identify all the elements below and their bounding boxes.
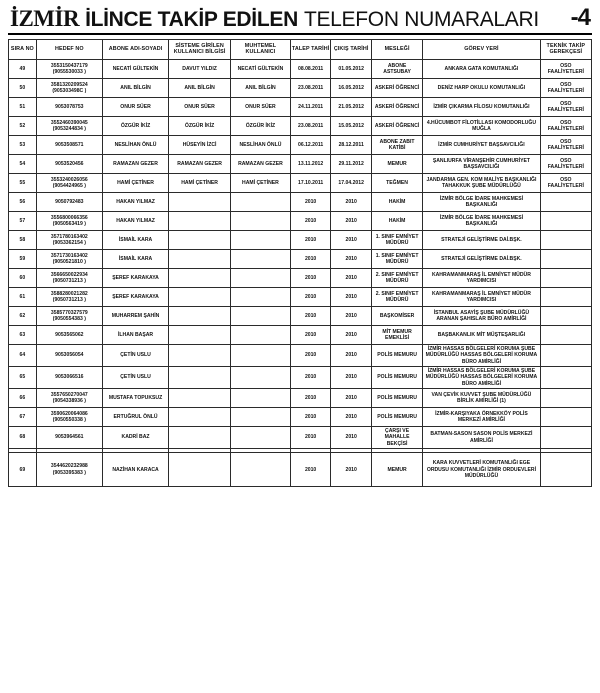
cell-sisteme-girilen-kullanici bbox=[169, 389, 231, 408]
cell-hedef-no bbox=[36, 173, 102, 192]
cell-meslegi: BAŞKOMİSER bbox=[371, 306, 422, 325]
cell-sisteme-girilen-kullanici bbox=[169, 408, 231, 427]
cell-talep-tarihi: 2010 bbox=[290, 389, 331, 408]
cell-sisteme-girilen-kullanici: DAVUT YILDIZ bbox=[169, 59, 231, 78]
cell-gorev-yeri: DENİZ HARP OKULU KOMUTANLIĞI bbox=[423, 78, 540, 97]
cell-sisteme-girilen-kullanici bbox=[169, 344, 231, 366]
table-header bbox=[9, 40, 592, 60]
table-row bbox=[9, 287, 592, 306]
cell-gorev-yeri: KARA KUVVETLERİ KOMUTANLIĞI EGE ORDUSU KOMUTANLIĞI İZMİR ORDUEVLERİ MÜDÜRLÜĞÜ bbox=[423, 453, 540, 487]
cell-teknik-takip-gerekcesi: OSO FAALİYETLERİ bbox=[540, 78, 591, 97]
cell-hedef-no bbox=[36, 192, 102, 211]
cell-talep-tarihi: 08.08.2011 bbox=[290, 59, 331, 78]
table-body bbox=[9, 59, 592, 486]
col-meslegi: MESLEĞİ bbox=[371, 40, 422, 60]
cell-sira-no: 69 bbox=[9, 453, 37, 487]
cell-sisteme-girilen-kullanici: HAMİ ÇETİNER bbox=[169, 173, 231, 192]
cell-abone-adi-soyadi: ŞEREF KARAKAYA bbox=[102, 287, 168, 306]
cell-meslegi: POLİS MEMURU bbox=[371, 367, 422, 389]
cell-sisteme-girilen-kullanici bbox=[169, 306, 231, 325]
cell-sira-no: 54 bbox=[9, 154, 37, 173]
cell-sira-no: 67 bbox=[9, 408, 37, 427]
hedef-no-primary: 9053066516 bbox=[55, 374, 84, 381]
cell-talep-tarihi: 13.11.2012 bbox=[290, 154, 331, 173]
table-row bbox=[9, 249, 592, 268]
table-row bbox=[9, 173, 592, 192]
cell-hedef-no bbox=[36, 344, 102, 366]
cell-meslegi: POLİS MEMURU bbox=[371, 389, 422, 408]
cell-sira-no: 65 bbox=[9, 367, 37, 389]
cell-muhtemel-kullanici bbox=[231, 344, 291, 366]
cell-abone-adi-soyadi: MUSTAFA TOPUKSUZ bbox=[102, 389, 168, 408]
cell-muhtemel-kullanici: RAMAZAN GEZER bbox=[231, 154, 291, 173]
hedef-no-primary: 9053056054 bbox=[55, 352, 84, 359]
cell-gorev-yeri: STRATEJİ GELİŞTİRME DAİ.BŞK. bbox=[423, 249, 540, 268]
cell-talep-tarihi: 2010 bbox=[290, 408, 331, 427]
cell-hedef-no bbox=[36, 249, 102, 268]
title-province: İZMİR bbox=[10, 6, 80, 31]
cell-abone-adi-soyadi: HAKAN YILMAZ bbox=[102, 192, 168, 211]
table-row bbox=[9, 408, 592, 427]
cell-sisteme-girilen-kullanici: ONUR SÜER bbox=[169, 97, 231, 116]
cell-abone-adi-soyadi: ÇETİN USLU bbox=[102, 344, 168, 366]
cell-sisteme-girilen-kullanici: ÖZGÜR İKİZ bbox=[169, 116, 231, 135]
cell-cikis-tarihi: 2010 bbox=[331, 408, 372, 427]
cell-meslegi: ABONE ASTSUBAY bbox=[371, 59, 422, 78]
cell-hedef-no bbox=[36, 325, 102, 344]
hedef-no-primary: 3556800066356 bbox=[50, 214, 88, 221]
cell-teknik-takip-gerekcesi bbox=[540, 344, 591, 366]
title-page-number: -4 bbox=[570, 4, 590, 31]
cell-hedef-no bbox=[36, 78, 102, 97]
cell-gorev-yeri: İZMİR ÇIKARMA FİLOSU KOMUTANLIĞI bbox=[423, 97, 540, 116]
phone-numbers-table bbox=[8, 39, 592, 487]
hedef-no-secondary: (9050731213 ) bbox=[52, 277, 86, 284]
cell-muhtemel-kullanici bbox=[231, 192, 291, 211]
cell-muhtemel-kullanici: ÖZGÜR İKİZ bbox=[231, 116, 291, 135]
cell-muhtemel-kullanici: NECATİ GÜLTEKİN bbox=[231, 59, 291, 78]
col-sisteme-girilen-kullanici-bilgisi: SİSTEME GİRİLEN KULLANICI BİLGİSİ bbox=[169, 40, 231, 60]
cell-teknik-takip-gerekcesi: OSO FAALİYETLERİ bbox=[540, 59, 591, 78]
cell-sisteme-girilen-kullanici bbox=[169, 268, 231, 287]
cell-sisteme-girilen-kullanici bbox=[169, 453, 231, 487]
cell-gorev-yeri: İZMİR HASSAS BÖLGELERİ KORUMA ŞUBE MÜDÜRLÜĞÜ HASSAS BÖLGELERİ KORUMA BÜRO AMİRLİĞİ bbox=[423, 367, 540, 389]
cell-hedef-no bbox=[36, 116, 102, 135]
cell-abone-adi-soyadi: HAKAN YILMAZ bbox=[102, 211, 168, 230]
cell-cikis-tarihi: 2010 bbox=[331, 268, 372, 287]
cell-cikis-tarihi: 2010 bbox=[331, 453, 372, 487]
cell-teknik-takip-gerekcesi bbox=[540, 287, 591, 306]
cell-cikis-tarihi: 16.05.2012 bbox=[331, 78, 372, 97]
cell-cikis-tarihi: 2010 bbox=[331, 306, 372, 325]
cell-talep-tarihi: 2010 bbox=[290, 325, 331, 344]
cell-gorev-yeri: KAHRAMANMARAŞ İL EMNİYET MÜDÜR YARDIMCISI bbox=[423, 268, 540, 287]
cell-teknik-takip-gerekcesi: OSO FAALİYETLERİ bbox=[540, 154, 591, 173]
hedef-no-secondary: (9054338936 ) bbox=[52, 398, 86, 405]
hedef-no-secondary: (9054424965 ) bbox=[52, 182, 86, 189]
cell-talep-tarihi: 2010 bbox=[290, 287, 331, 306]
cell-sira-no: 56 bbox=[9, 192, 37, 211]
cell-sisteme-girilen-kullanici bbox=[169, 287, 231, 306]
cell-gorev-yeri: STRATEJİ GELİŞTİRME DAİ.BŞK. bbox=[423, 230, 540, 249]
cell-abone-adi-soyadi: ANIL BİLGİN bbox=[102, 78, 168, 97]
cell-teknik-takip-gerekcesi bbox=[540, 249, 591, 268]
table-row bbox=[9, 116, 592, 135]
cell-abone-adi-soyadi: ÖZGÜR İKİZ bbox=[102, 116, 168, 135]
hedef-no-primary: 3571730163402 bbox=[50, 252, 88, 259]
cell-sisteme-girilen-kullanici: RAMAZAN GEZER bbox=[169, 154, 231, 173]
cell-sira-no: 57 bbox=[9, 211, 37, 230]
cell-cikis-tarihi: 2010 bbox=[331, 344, 372, 366]
cell-hedef-no bbox=[36, 97, 102, 116]
cell-muhtemel-kullanici bbox=[231, 408, 291, 427]
cell-hedef-no bbox=[36, 453, 102, 487]
cell-cikis-tarihi: 2010 bbox=[331, 192, 372, 211]
cell-sira-no: 55 bbox=[9, 173, 37, 192]
hedef-no-secondary: (9050550338 ) bbox=[52, 417, 86, 424]
hedef-no-primary: 3553240026056 bbox=[50, 176, 88, 183]
hedef-no-primary: 9053964561 bbox=[55, 434, 84, 441]
table-row bbox=[9, 97, 592, 116]
cell-gorev-yeri: ŞANLIURFA VİRANŞEHİR CUMHURİYET BAŞSAVCILIĞI bbox=[423, 154, 540, 173]
cell-cikis-tarihi: 2010 bbox=[331, 367, 372, 389]
table-row bbox=[9, 78, 592, 97]
cell-gorev-yeri: İSTANBUL ASAYİŞ ŞUBE MÜDÜRLÜĞÜ ARANAN ŞAHISLAR BÜRO AMİRLİĞİ bbox=[423, 306, 540, 325]
cell-hedef-no bbox=[36, 135, 102, 154]
cell-abone-adi-soyadi: ONUR SÜER bbox=[102, 97, 168, 116]
cell-abone-adi-soyadi: NESLİHAN ÖNLÜ bbox=[102, 135, 168, 154]
cell-meslegi: 2. SINIF EMNİYET MÜDÜRÜ bbox=[371, 268, 422, 287]
cell-teknik-takip-gerekcesi: OSO FAALİYETLERİ bbox=[540, 97, 591, 116]
cell-cikis-tarihi: 01.05.2012 bbox=[331, 59, 372, 78]
cell-cikis-tarihi: 2010 bbox=[331, 389, 372, 408]
cell-abone-adi-soyadi: İSMAİL KARA bbox=[102, 230, 168, 249]
cell-sisteme-girilen-kullanici bbox=[169, 427, 231, 449]
cell-muhtemel-kullanici bbox=[231, 249, 291, 268]
cell-teknik-takip-gerekcesi bbox=[540, 367, 591, 389]
cell-muhtemel-kullanici bbox=[231, 325, 291, 344]
cell-teknik-takip-gerekcesi bbox=[540, 408, 591, 427]
table-row bbox=[9, 389, 592, 408]
cell-sira-no: 61 bbox=[9, 287, 37, 306]
cell-hedef-no bbox=[36, 287, 102, 306]
cell-talep-tarihi: 2010 bbox=[290, 249, 331, 268]
col-muhtemel-kullanici: MUHTEMEL KULLANICI bbox=[231, 40, 291, 60]
table-row bbox=[9, 427, 592, 449]
hedef-no-primary: 3557650270047 bbox=[50, 391, 88, 398]
cell-meslegi: ASKERİ ÖĞRENCİ bbox=[371, 97, 422, 116]
hedef-no-secondary: (9053395383 ) bbox=[52, 469, 86, 476]
cell-talep-tarihi: 2010 bbox=[290, 268, 331, 287]
cell-sisteme-girilen-kullanici bbox=[169, 249, 231, 268]
table-row bbox=[9, 367, 592, 389]
hedef-no-secondary: (9050563419 ) bbox=[52, 220, 86, 227]
cell-teknik-takip-gerekcesi bbox=[540, 268, 591, 287]
cell-cikis-tarihi: 2010 bbox=[331, 325, 372, 344]
cell-muhtemel-kullanici: HAMİ ÇETİNER bbox=[231, 173, 291, 192]
cell-hedef-no bbox=[36, 408, 102, 427]
cell-meslegi: POLİS MEMURU bbox=[371, 408, 422, 427]
cell-hedef-no bbox=[36, 154, 102, 173]
cell-cikis-tarihi: 2010 bbox=[331, 211, 372, 230]
cell-gorev-yeri: BATMAN-SASON SASON POLİS MERKEZİ AMİRLİĞİ bbox=[423, 427, 540, 449]
cell-abone-adi-soyadi: HAMİ ÇETİNER bbox=[102, 173, 168, 192]
cell-hedef-no bbox=[36, 230, 102, 249]
cell-meslegi: MİT MEMUR EMEKLİSİ bbox=[371, 325, 422, 344]
cell-meslegi: HAKİM bbox=[371, 192, 422, 211]
cell-hedef-no bbox=[36, 59, 102, 78]
cell-cikis-tarihi: 17.04.2012 bbox=[331, 173, 372, 192]
cell-sira-no: 49 bbox=[9, 59, 37, 78]
cell-teknik-takip-gerekcesi bbox=[540, 325, 591, 344]
col-cikis-tarihi: ÇIKIŞ TARİHİ bbox=[331, 40, 372, 60]
cell-gorev-yeri: İZMİR BÖLGE İDARE MAHKEMESİ BAŞKANLIĞI bbox=[423, 211, 540, 230]
cell-talep-tarihi: 2010 bbox=[290, 453, 331, 487]
hedef-no-primary: 9050792483 bbox=[55, 198, 84, 205]
cell-teknik-takip-gerekcesi bbox=[540, 192, 591, 211]
cell-teknik-takip-gerekcesi bbox=[540, 427, 591, 449]
cell-muhtemel-kullanici bbox=[231, 427, 291, 449]
cell-muhtemel-kullanici bbox=[231, 268, 291, 287]
cell-teknik-takip-gerekcesi bbox=[540, 306, 591, 325]
table-row bbox=[9, 268, 592, 287]
cell-sisteme-girilen-kullanici bbox=[169, 367, 231, 389]
table-row bbox=[9, 453, 592, 487]
table-row bbox=[9, 325, 592, 344]
cell-talep-tarihi: 23.08.2011 bbox=[290, 78, 331, 97]
cell-talep-tarihi: 06.12.2011 bbox=[290, 135, 331, 154]
cell-teknik-takip-gerekcesi bbox=[540, 453, 591, 487]
col-sira-no: SIRA NO bbox=[9, 40, 37, 60]
cell-gorev-yeri: 4.HÜCUMBOT FİLOTİLLASI KOMODORLUĞU MUĞLA bbox=[423, 116, 540, 135]
hedef-no-primary: 9053078753 bbox=[55, 103, 84, 110]
col-abone-adi-soyadi: ABONE ADI-SOYADI bbox=[102, 40, 168, 60]
hedef-no-secondary: (9050554383 ) bbox=[52, 315, 86, 322]
hedef-no-primary: 3581320209524 bbox=[50, 81, 88, 88]
col-gorev-yeri: GÖREV YERİ bbox=[423, 40, 540, 60]
table-row bbox=[9, 230, 592, 249]
cell-meslegi: ASKERİ ÖĞRENCİ bbox=[371, 116, 422, 135]
cell-sira-no: 59 bbox=[9, 249, 37, 268]
hedef-no-secondary: (9053362154 ) bbox=[52, 239, 86, 246]
cell-meslegi: POLİS MEMURU bbox=[371, 344, 422, 366]
cell-cikis-tarihi: 2010 bbox=[331, 427, 372, 449]
cell-cikis-tarihi: 2010 bbox=[331, 287, 372, 306]
cell-muhtemel-kullanici: ANIL BİLGİN bbox=[231, 78, 291, 97]
cell-muhtemel-kullanici bbox=[231, 230, 291, 249]
cell-teknik-takip-gerekcesi: OSO FAALİYETLERİ bbox=[540, 116, 591, 135]
hedef-no-primary: 3588280021282 bbox=[50, 290, 88, 297]
cell-gorev-yeri: BAŞBAKANLIK MİT MÜŞTEŞARLIĞI bbox=[423, 325, 540, 344]
hedef-no-primary: 9053508571 bbox=[55, 141, 84, 148]
cell-sira-no: 62 bbox=[9, 306, 37, 325]
hedef-no-primary: 9053565062 bbox=[55, 331, 84, 338]
hedef-no-secondary: (9055530033 ) bbox=[52, 68, 86, 75]
hedef-no-primary: 3552460390045 bbox=[50, 119, 88, 126]
cell-muhtemel-kullanici bbox=[231, 211, 291, 230]
cell-abone-adi-soyadi: MUHARREM ŞAHİN bbox=[102, 306, 168, 325]
cell-cikis-tarihi: 15.05.2012 bbox=[331, 116, 372, 135]
col-talep-tarihi: TALEP TARİHİ bbox=[290, 40, 331, 60]
hedef-no-secondary: (9053244834 ) bbox=[52, 125, 86, 132]
cell-abone-adi-soyadi: NAZİHAN KARACA bbox=[102, 453, 168, 487]
cell-hedef-no bbox=[36, 389, 102, 408]
cell-talep-tarihi: 2010 bbox=[290, 367, 331, 389]
hedef-no-primary: 3571780163402 bbox=[50, 233, 88, 240]
table-header-row bbox=[9, 40, 592, 60]
cell-talep-tarihi: 2010 bbox=[290, 211, 331, 230]
cell-abone-adi-soyadi: ŞEREF KARAKAYA bbox=[102, 268, 168, 287]
hedef-no-primary: 3566650022934 bbox=[50, 271, 88, 278]
cell-sisteme-girilen-kullanici bbox=[169, 192, 231, 211]
hedef-no-primary: 3553150437179 bbox=[50, 62, 88, 69]
table-row bbox=[9, 306, 592, 325]
cell-sira-no: 60 bbox=[9, 268, 37, 287]
cell-meslegi: ÇARŞI VE MAHALLE BEKÇİSİ bbox=[371, 427, 422, 449]
cell-muhtemel-kullanici: ONUR SÜER bbox=[231, 97, 291, 116]
cell-hedef-no bbox=[36, 306, 102, 325]
cell-meslegi: MEMUR bbox=[371, 154, 422, 173]
cell-cikis-tarihi: 21.05.2012 bbox=[331, 97, 372, 116]
cell-hedef-no bbox=[36, 211, 102, 230]
hedef-no-secondary: (905303498C ) bbox=[52, 87, 87, 94]
cell-sira-no: 58 bbox=[9, 230, 37, 249]
cell-sisteme-girilen-kullanici bbox=[169, 211, 231, 230]
cell-talep-tarihi: 23.08.2011 bbox=[290, 116, 331, 135]
table-row bbox=[9, 154, 592, 173]
cell-cikis-tarihi: 28.12.2011 bbox=[331, 135, 372, 154]
cell-gorev-yeri: İZMİR HASSAS BÖLGELERİ KORUMA ŞUBE MÜDÜRLÜĞÜ HASSAS BÖLGELERİ KORUMA BÜRO AMİRLİĞİ bbox=[423, 344, 540, 366]
cell-teknik-takip-gerekcesi bbox=[540, 389, 591, 408]
table-row bbox=[9, 135, 592, 154]
cell-abone-adi-soyadi: ÇETİN USLU bbox=[102, 367, 168, 389]
cell-meslegi: HAKİM bbox=[371, 211, 422, 230]
cell-sira-no: 63 bbox=[9, 325, 37, 344]
page-title bbox=[8, 6, 592, 35]
cell-cikis-tarihi: 29.11.2012 bbox=[331, 154, 372, 173]
cell-cikis-tarihi: 2010 bbox=[331, 230, 372, 249]
table-row bbox=[9, 59, 592, 78]
cell-sisteme-girilen-kullanici bbox=[169, 325, 231, 344]
col-teknik-takip-gerekcesi: TEKNİK TAKİP GEREKÇESİ bbox=[540, 40, 591, 60]
cell-abone-adi-soyadi: İSMAİL KARA bbox=[102, 249, 168, 268]
hedef-no-primary: 3590620064086 bbox=[50, 410, 88, 417]
cell-talep-tarihi: 2010 bbox=[290, 192, 331, 211]
cell-abone-adi-soyadi: ERTUĞRUL ÖNLÜ bbox=[102, 408, 168, 427]
cell-meslegi: ABONE ZABIT KATİBİ bbox=[371, 135, 422, 154]
cell-teknik-takip-gerekcesi bbox=[540, 211, 591, 230]
cell-muhtemel-kullanici bbox=[231, 389, 291, 408]
cell-talep-tarihi: 2010 bbox=[290, 230, 331, 249]
cell-talep-tarihi: 24.11.2011 bbox=[290, 97, 331, 116]
cell-hedef-no bbox=[36, 268, 102, 287]
cell-meslegi: 1. SINIF EMNİYET MÜDÜRÜ bbox=[371, 249, 422, 268]
cell-abone-adi-soyadi: İLHAN BAŞAR bbox=[102, 325, 168, 344]
cell-meslegi: 1. SINIF EMNİYET MÜDÜRÜ bbox=[371, 230, 422, 249]
hedef-no-primary: 3544620232988 bbox=[50, 463, 88, 470]
hedef-no-primary: 3585770327579 bbox=[50, 309, 88, 316]
cell-sira-no: 50 bbox=[9, 78, 37, 97]
title-middle: İLİNCE TAKİP EDİLEN bbox=[85, 8, 298, 31]
cell-gorev-yeri: İZMİR-KARŞIYAKA ÖRNEKKÖY POLİS MERKEZİ AMİRLİĞİ bbox=[423, 408, 540, 427]
cell-muhtemel-kullanici bbox=[231, 367, 291, 389]
cell-abone-adi-soyadi: KADRİ BAZ bbox=[102, 427, 168, 449]
cell-talep-tarihi: 2010 bbox=[290, 306, 331, 325]
cell-sira-no: 53 bbox=[9, 135, 37, 154]
cell-sira-no: 68 bbox=[9, 427, 37, 449]
cell-teknik-takip-gerekcesi: OSO FAALİYETLERİ bbox=[540, 173, 591, 192]
cell-sira-no: 52 bbox=[9, 116, 37, 135]
cell-meslegi: MEMUR bbox=[371, 453, 422, 487]
cell-hedef-no bbox=[36, 427, 102, 449]
cell-teknik-takip-gerekcesi: OSO FAALİYETLERİ bbox=[540, 135, 591, 154]
hedef-no-secondary: (9050731213 ) bbox=[52, 296, 86, 303]
cell-abone-adi-soyadi: RAMAZAN GEZER bbox=[102, 154, 168, 173]
cell-muhtemel-kullanici bbox=[231, 287, 291, 306]
hedef-no-primary: 9053520456 bbox=[55, 160, 84, 167]
cell-abone-adi-soyadi: NECATİ GÜLTEKİN bbox=[102, 59, 168, 78]
cell-meslegi: ASKERİ ÖĞRENCİ bbox=[371, 78, 422, 97]
cell-gorev-yeri: İZMİR BÖLGE İDARE MAHKEMESİ BAŞKANLIĞI bbox=[423, 192, 540, 211]
cell-hedef-no bbox=[36, 367, 102, 389]
cell-gorev-yeri: KAHRAMANMARAŞ İL EMNİYET MÜDÜR YARDIMCISI bbox=[423, 287, 540, 306]
table-row bbox=[9, 344, 592, 366]
cell-talep-tarihi: 2010 bbox=[290, 344, 331, 366]
cell-sisteme-girilen-kullanici: HÜSEYİN İZCİ bbox=[169, 135, 231, 154]
cell-meslegi: TEĞMEN bbox=[371, 173, 422, 192]
cell-muhtemel-kullanici bbox=[231, 306, 291, 325]
cell-gorev-yeri: ANKARA GATA KOMUTANLIĞI bbox=[423, 59, 540, 78]
cell-teknik-takip-gerekcesi bbox=[540, 230, 591, 249]
cell-muhtemel-kullanici: NESLİHAN ÖNLÜ bbox=[231, 135, 291, 154]
cell-gorev-yeri: İZMİR CUMHURİYET BAŞSAVCILIĞI bbox=[423, 135, 540, 154]
cell-meslegi: 2. SINIF EMNİYET MÜDÜRÜ bbox=[371, 287, 422, 306]
cell-gorev-yeri: JANDARMA GEN. KOM MALİYE BAŞKANLIĞI TAHAKKUK ŞUBE MÜDÜRLÜĞÜ bbox=[423, 173, 540, 192]
cell-sisteme-girilen-kullanici bbox=[169, 230, 231, 249]
cell-sira-no: 64 bbox=[9, 344, 37, 366]
table-row bbox=[9, 192, 592, 211]
cell-sisteme-girilen-kullanici: ANIL BİLGİN bbox=[169, 78, 231, 97]
hedef-no-secondary: (9050521810 ) bbox=[52, 258, 86, 265]
col-hedef-no: HEDEF NO bbox=[36, 40, 102, 60]
cell-talep-tarihi: 17.10.2011 bbox=[290, 173, 331, 192]
cell-sira-no: 66 bbox=[9, 389, 37, 408]
cell-gorev-yeri: VAN ÇEVİK KUVVET ŞUBE MÜDÜRLÜĞÜ BİRLİK AMİRLİĞİ (1) bbox=[423, 389, 540, 408]
cell-sira-no: 51 bbox=[9, 97, 37, 116]
title-subject: TELEFON NUMARALARI bbox=[303, 8, 539, 31]
cell-cikis-tarihi: 2010 bbox=[331, 249, 372, 268]
cell-muhtemel-kullanici bbox=[231, 453, 291, 487]
table-row bbox=[9, 211, 592, 230]
cell-talep-tarihi: 2010 bbox=[290, 427, 331, 449]
